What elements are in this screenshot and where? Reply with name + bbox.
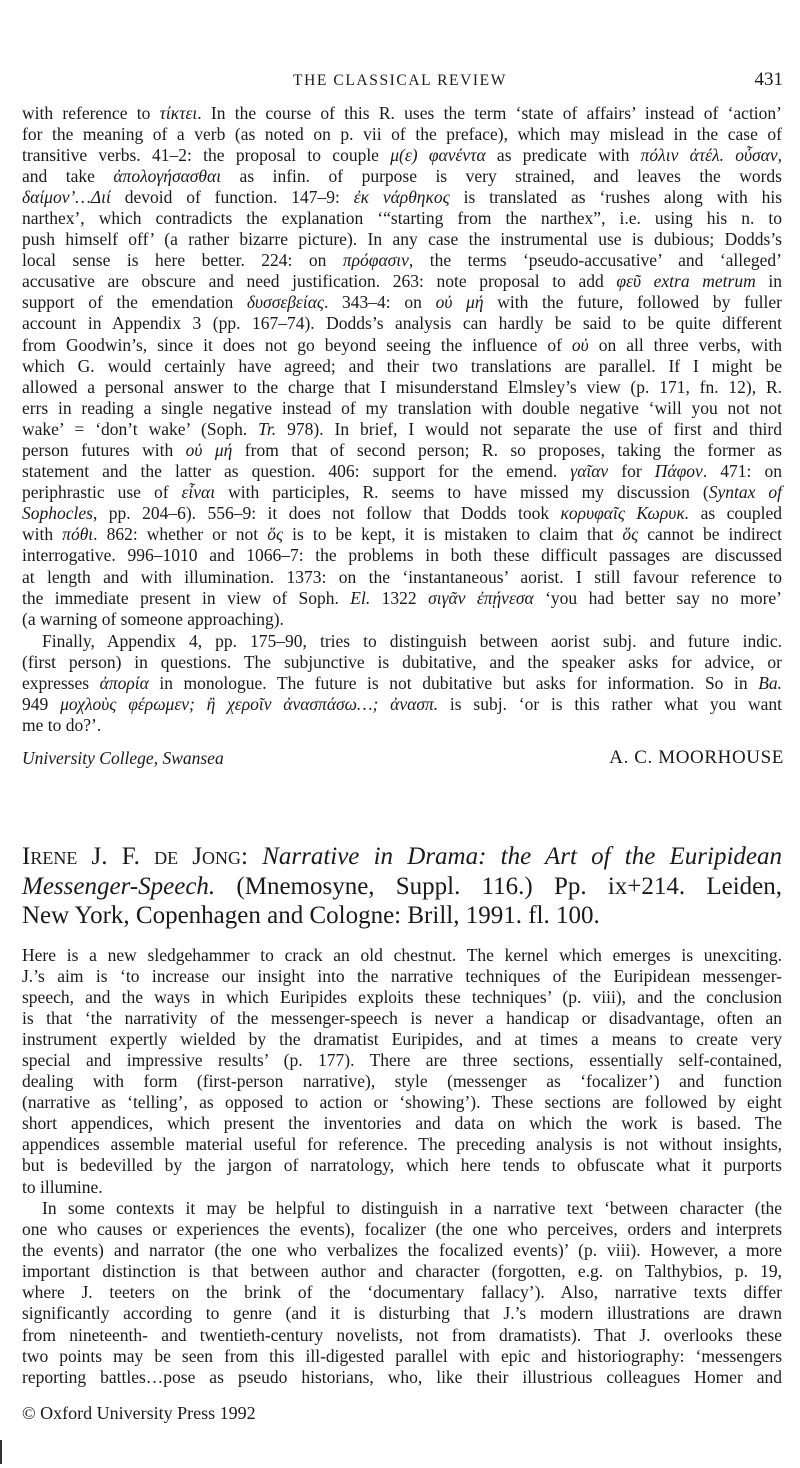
text-run: reporting battles…pose as pseudo historians, who, like their illustrious colleagues Homer and: [22, 1366, 782, 1387]
line-text: [22, 124, 782, 145]
line-text: [22, 567, 782, 588]
line-text: [22, 1261, 782, 1282]
text-run: the immediate present in view of Soph.: [22, 587, 351, 608]
line-text: [22, 1113, 782, 1134]
line-text: [22, 1219, 782, 1240]
line-text: [22, 377, 782, 398]
text-run: with: [22, 524, 63, 545]
text-run: special and impressive results’ (p. 177). There are three sections, essentially self-contained,: [22, 1049, 782, 1070]
text-run: (Mnemosyne, Suppl. 116.) Pp. ix+214. Leiden,: [215, 872, 782, 900]
text-run: is translated as ‘rushes along with his: [449, 186, 783, 207]
text-line: [22, 250, 782, 271]
line-text: [22, 229, 782, 250]
line-text: [22, 694, 782, 715]
text-run: appendices assemble material useful for reference. The preceding analysis is not without insights,: [22, 1134, 782, 1155]
line-text: [22, 292, 782, 313]
text-run: person futures with: [22, 440, 186, 460]
italic-text: El.: [350, 587, 371, 608]
line-text: [22, 1092, 782, 1113]
italic-text: Sophocles: [22, 503, 93, 524]
italic-text: οὐ μή: [435, 292, 484, 313]
line-text: [22, 461, 782, 482]
text-line: [22, 1198, 782, 1219]
text-run: and take: [22, 165, 114, 186]
line-text: [42, 1198, 782, 1219]
text-run: but is bedevilled by the jargon of narratology, which here tends to obfuscate what it purports: [22, 1155, 782, 1176]
line-text: [22, 609, 284, 630]
text-run: where J. teeters on the brink of the ‘documentary fallacy’). Also, narrative texts differ: [22, 1282, 782, 1303]
text-line: [22, 1113, 782, 1134]
text-line: [22, 1261, 782, 1282]
reviewer-affiliation: University College, Swansea: [22, 748, 224, 768]
italic-text: εἶναι: [181, 482, 216, 503]
line-text: [22, 419, 782, 440]
text-run: allowed a personal answer to the charge that I misunderstand Elmsley’s view (p. 171, fn. 12), R.: [22, 376, 782, 397]
text-line: [22, 694, 782, 715]
author-name: Irene J. F. de Jong: [22, 843, 242, 870]
text-run: the events) and narrator (the one who verbalizes the focalized events)’ (p. viii). However, a more: [22, 1240, 782, 1261]
line-text: [22, 482, 782, 503]
text-line: [22, 377, 782, 398]
text-line: [22, 609, 782, 630]
line-text: [22, 1282, 782, 1303]
line-text: [22, 588, 782, 609]
line-text: [22, 1177, 103, 1198]
review-paragraph-3: [22, 945, 782, 1198]
line-text: [42, 631, 782, 652]
line-text: [22, 145, 782, 166]
line-text: [22, 187, 782, 208]
text-line: [22, 187, 782, 208]
line-text: [22, 1155, 782, 1176]
text-line: [22, 1282, 782, 1303]
text-line: [22, 229, 782, 250]
line-text: [22, 271, 782, 292]
review-heading: [22, 842, 782, 931]
text-run: speech, and the ways in which Euripides exploits these techniques’ (p. viii), and the conclusion: [22, 986, 782, 1007]
text-line: [22, 1240, 782, 1261]
review-paragraph-2: [22, 631, 782, 736]
text-run: 949: [22, 694, 61, 715]
line-text: [22, 503, 782, 524]
text-run: instrument expertly wielded by the dramatist Euripides, and at times a means to create very: [22, 1028, 782, 1049]
reviewer-signoff: [22, 747, 784, 769]
text-run: with participles, R. seems to have missed my discussion (: [215, 482, 709, 503]
italic-text: ἀπορία: [99, 673, 149, 694]
text-line: [22, 1219, 782, 1240]
italic-text: Messenger-Speech.: [22, 872, 216, 900]
text-line: [22, 103, 782, 124]
text-run: statement and the latter as question. 406: support for the emend.: [22, 461, 571, 482]
text-line: [22, 271, 782, 292]
text-run: errs in reading a single negative instead of my translation with double negative ‘will you not not: [22, 397, 782, 418]
text-run: important distinction is that between author and character (forgotten, e.g. on Talthybios, p. 19,: [22, 1261, 782, 1282]
text-run: (a warning of someone approaching).: [22, 608, 284, 629]
line-text: [22, 250, 782, 271]
text-line: [22, 292, 782, 313]
text-run: short appendices, which present the inventories and data on which the work is based. The: [22, 1113, 782, 1134]
text-line: [22, 398, 782, 419]
text-run: in: [755, 271, 782, 292]
text-line: [22, 524, 782, 545]
text-run: :: [241, 843, 263, 870]
text-line: [22, 901, 782, 931]
text-run: from that of second person; R. so proposes, taking the former as: [232, 440, 782, 460]
text-run: local sense is here better. 224: on: [22, 250, 343, 271]
text-line: [22, 945, 782, 966]
text-run: as predicate with: [485, 144, 641, 165]
text-run: two points may be seen from this ill-digested parallel with epic and historiography: ‘messengers: [22, 1345, 782, 1366]
italic-text: μ(ε) φανέντα: [390, 144, 486, 165]
text-run: narthex’, which contradicts the explanation ‘“starting from the narthex”, i.e. using his n. to: [22, 207, 782, 228]
text-run: from Goodwin’s, since it does not go beyond seeing the influence of: [22, 334, 572, 355]
text-line: [22, 482, 782, 503]
text-run: as coupled: [689, 503, 782, 524]
text-line: [22, 124, 782, 145]
text-line: [22, 631, 782, 652]
text-run: as infin. of purpose is very strained, and leaves the words: [221, 165, 782, 186]
text-line: [22, 208, 782, 229]
text-run: ‘you had better say no more’: [533, 587, 782, 608]
italic-text: πόλιν ἀτέλ. οὖσαν: [640, 144, 778, 165]
text-run: support of the emendation: [22, 292, 247, 313]
text-run: in monologue. The future is not dubitative but asks for information. So in: [148, 673, 759, 694]
text-run: push himself off’ (a rather bizarre picture). In any case the instrumental use is dubious; Dodds’s: [22, 229, 782, 250]
text-run: 978). In brief, I would not separate the use of first and third: [276, 418, 782, 439]
text-line: [22, 1050, 782, 1071]
line-text: [22, 1008, 782, 1029]
review-paragraph-4: [22, 1198, 782, 1388]
reviewer-name: A. C. MOORHOUSE: [609, 747, 784, 768]
text-run: from nineteenth- and twentieth-century novelists, not from dramatists). That J. overlooks these: [22, 1324, 782, 1345]
line-text: [22, 524, 782, 545]
italic-text: ὅς: [622, 524, 639, 545]
line-text: [22, 545, 782, 566]
italic-text: πόθι: [62, 524, 94, 545]
text-line: [22, 313, 782, 334]
text-line: [22, 588, 782, 609]
text-run: to illumine.: [22, 1176, 103, 1197]
italic-text: κορυφαῖς Κωρυκ.: [560, 503, 690, 524]
text-run: . 862: whether or not: [93, 524, 268, 545]
line-text: [22, 652, 782, 673]
line-text: [22, 166, 782, 187]
line-text: [22, 1050, 782, 1071]
text-run: transitive verbs. 41–2: the proposal to couple: [22, 144, 391, 165]
text-line: [22, 545, 782, 566]
scan-edge-mark: [0, 1440, 2, 1464]
line-text: [22, 1071, 782, 1092]
text-line: [22, 461, 782, 482]
line-text: [22, 872, 782, 902]
page-number: 431: [754, 69, 783, 90]
text-run: New York, Copenhagen and Cologne: Brill, 1991. fl. 100.: [22, 902, 600, 929]
text-run: 1322: [370, 587, 429, 608]
text-line: [22, 419, 782, 440]
running-header: [0, 70, 800, 94]
line-text: [22, 842, 782, 872]
text-run: with reference to: [22, 102, 160, 123]
text-line: [22, 673, 782, 694]
text-line: [22, 715, 782, 736]
text-line: [22, 1008, 782, 1029]
text-line: [22, 1134, 782, 1155]
line-text: [22, 1325, 782, 1346]
text-run: J.’s aim is ‘to increase our insight into the narrative techniques of the Euripidean messenger-: [22, 965, 782, 986]
line-text: [22, 356, 782, 377]
text-run: ,: [777, 144, 782, 165]
text-line: [22, 842, 782, 872]
text-run: (narrative as ‘telling’, as opposed to action or ‘showing’). These sections are followed by eight: [22, 1092, 782, 1113]
line-text: [22, 1029, 782, 1050]
text-run: , pp. 204–6). 556–9: it does not follow that Dodds took: [92, 503, 561, 524]
text-line: [22, 1177, 782, 1198]
line-text: [22, 673, 782, 694]
line-text: [22, 1303, 782, 1324]
text-run: significantly according to genre (and it is disturbing that J.’s modern illustrations are drawn: [22, 1303, 782, 1324]
text-run: one who causes or experiences the events), focalizer (the one who perceives, orders and interprets: [22, 1219, 782, 1240]
line-text: [22, 103, 782, 124]
review-paragraph-1: [22, 103, 782, 630]
text-line: [22, 1346, 782, 1367]
text-line: [22, 567, 782, 588]
text-line: [22, 440, 782, 461]
italic-text: μοχλοὺς φέρωμεν; ἢ χεροῖν ἀνασπάσω…; ἀνασπ.: [60, 694, 439, 715]
italic-text: οὐ μή: [185, 440, 233, 460]
text-run: In some contexts it may be helpful to distinguish in a narrative text ‘between character (the: [42, 1198, 782, 1218]
line-text: [22, 966, 782, 987]
line-text: [22, 987, 782, 1008]
text-line: [22, 1092, 782, 1113]
line-text: [22, 1240, 782, 1261]
italic-text: Πάφον: [654, 461, 703, 482]
text-run: , the terms ‘pseudo-accusative’ and ‘alleged’: [408, 250, 783, 271]
text-run: wake’ = ‘don’t wake’ (Soph.: [22, 418, 259, 439]
italic-text: πρόφασιν: [342, 250, 409, 271]
italic-text: γαῖαν: [570, 461, 609, 482]
text-run: Here is a new sledgehammer to crack an old chestnut. The kernel which emerges is unexciting.: [22, 944, 782, 965]
text-line: [22, 166, 782, 187]
italic-text: δυσσεβείας: [246, 292, 324, 313]
text-run: expresses: [22, 673, 100, 694]
line-text: [22, 398, 782, 419]
line-text: [22, 335, 782, 356]
text-run: . In the course of this R. uses the term ‘state of affairs’ instead of ‘action’: [197, 102, 782, 123]
line-text: [22, 901, 600, 931]
text-line: [22, 335, 782, 356]
running-title: THE CLASSICAL REVIEW: [293, 72, 507, 89]
text-line: [22, 356, 782, 377]
text-run: (first person) in questions. The subjunctive is dubitative, and the speaker asks for advice, or: [22, 652, 782, 673]
text-line: [22, 145, 782, 166]
text-run: me to do?’.: [22, 715, 102, 736]
text-run: cannot be indirect: [638, 524, 782, 545]
text-run: is subj. ‘or is this rather what you want: [438, 694, 783, 715]
text-run: for the meaning of a verb (as noted on p. vii of the preface), which may mislead in the case of: [22, 123, 782, 144]
text-line: [22, 1155, 782, 1176]
italic-text: σιγᾶν ἐπῄνεσα: [428, 587, 534, 608]
text-line: [22, 872, 782, 902]
text-line: [22, 503, 782, 524]
italic-text: Narrative in Drama: the Art of the Euripidean: [262, 843, 783, 870]
text-run: on all three verbs, with: [588, 334, 782, 355]
text-run: dealing with form (first-person narrative), style (messenger as ‘focalizer’) and function: [22, 1071, 782, 1092]
text-line: [22, 987, 782, 1008]
text-run: for: [608, 461, 655, 482]
italic-text: οὐ: [571, 334, 589, 355]
line-text: [22, 1367, 782, 1388]
line-text: [22, 945, 782, 966]
italic-text: δαίμον’…Διί: [22, 186, 111, 207]
text-run: accusative are obscure and need justification. 263: note proposal to add: [22, 271, 617, 292]
italic-text: Ba.: [758, 673, 783, 694]
copyright-notice: © Oxford University Press 1992: [22, 1403, 256, 1423]
text-run: which G. would certainly have agreed; and their two translations are parallel. If I might be: [22, 355, 782, 376]
italic-text: Syntax of: [708, 482, 782, 503]
italic-text: ὅς: [267, 524, 284, 545]
italic-text: φεῦ extra metrum: [616, 271, 756, 292]
text-run: periphrastic use of: [22, 482, 182, 503]
text-line: [22, 1071, 782, 1092]
text-line: [22, 1303, 782, 1324]
line-text: [22, 1346, 782, 1367]
text-line: [22, 1029, 782, 1050]
text-run: . 343–4: on: [323, 292, 436, 313]
text-run: devoid of function. 147–9:: [110, 186, 354, 207]
text-run: is that ‘the narrativity of the messenger-speech is never a handicap or disadvantage, often an: [22, 1007, 782, 1028]
italic-text: ἀπολογήσασθαι: [113, 165, 222, 186]
line-text: [22, 208, 782, 229]
line-text: [22, 313, 782, 334]
text-run: at length and with illumination. 1373: on the ‘instantaneous’ aorist. I still favour reference to: [22, 566, 782, 587]
italic-text: Tr.: [258, 418, 277, 439]
italic-text: ἐκ νάρθηκος: [353, 186, 450, 207]
text-line: [22, 652, 782, 673]
text-line: [22, 966, 782, 987]
text-run: is to be kept, it is mistaken to claim that: [283, 524, 623, 545]
italic-text: τίκτει: [159, 102, 198, 123]
line-text: [22, 715, 101, 736]
text-run: . 471: on: [702, 461, 782, 482]
text-run: with the future, followed by fuller: [483, 292, 782, 313]
text-run: account in Appendix 3 (pp. 167–74). Dodds’s analysis can hardly be said to be quite different: [22, 313, 782, 334]
text-run: interrogative. 996–1010 and 1066–7: the problems in both these difficult passages are discussed: [22, 545, 782, 566]
text-run: Finally, Appendix 4, pp. 175–90, tries to distinguish between aorist subj. and future indic.: [42, 631, 782, 651]
line-text: [22, 1134, 782, 1155]
text-line: [22, 1325, 782, 1346]
text-line: [22, 1367, 782, 1388]
line-text: [22, 440, 782, 461]
